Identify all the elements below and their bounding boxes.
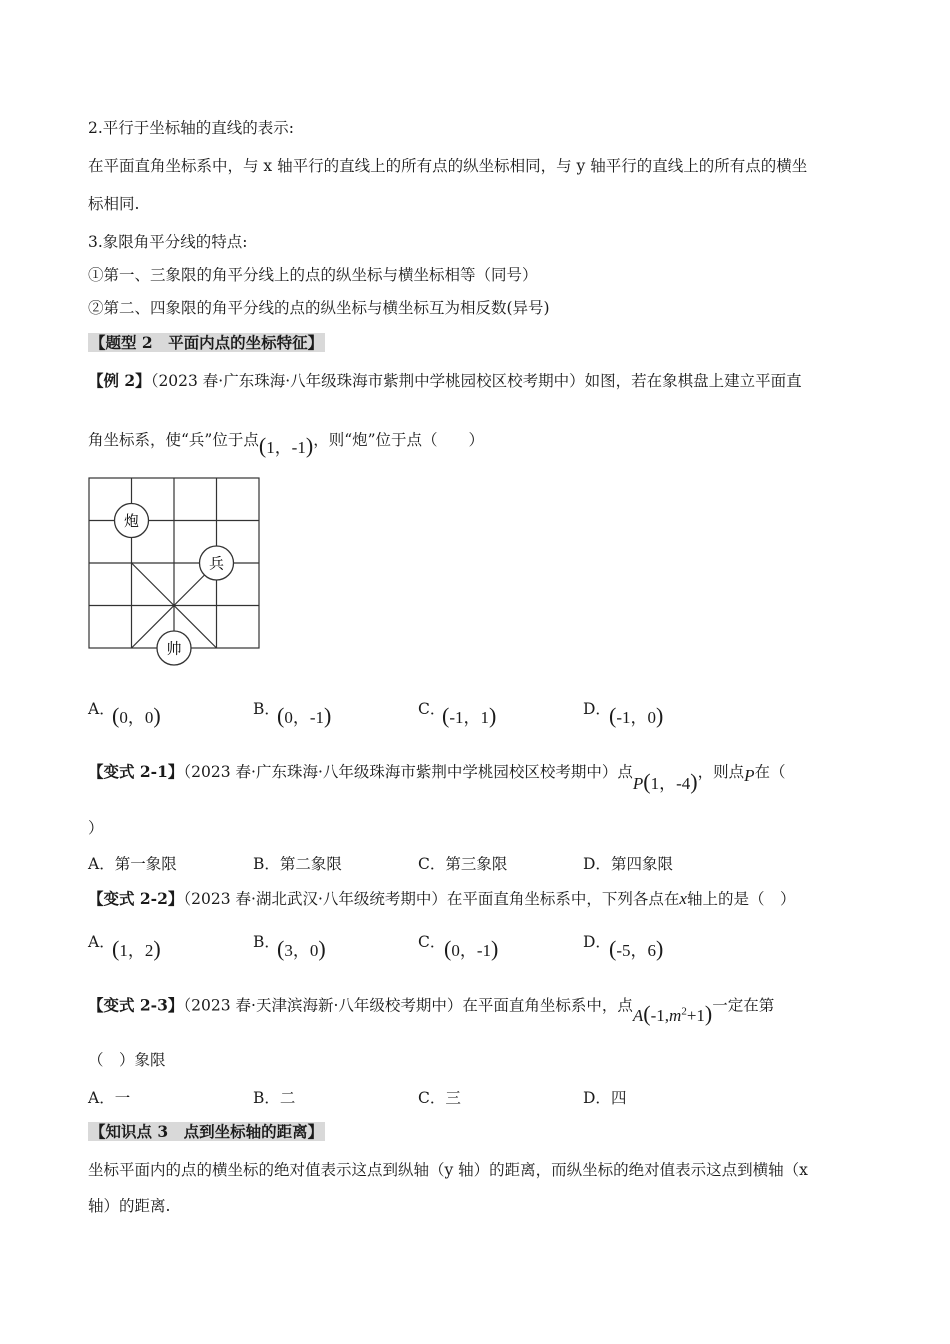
v23-option-a — [88, 1086, 130, 1108]
kp3-body-line2: 轴）的距离. — [88, 1197, 171, 1215]
example2-tag: 【例 2】 — [88, 371, 151, 390]
ex2-option-d-value: (-1，0) — [609, 703, 664, 728]
v22-option-c-value: (0，-1) — [444, 936, 499, 961]
kp2-body-line1: 在平面直角坐标系中，与 x 轴平行的直线上的所有点的纵坐标相同，与 y 轴平行的直线上的所有点的横坐 — [88, 157, 808, 175]
v23-option-a-label: A． — [88, 1089, 115, 1107]
kp3-header — [88, 1121, 325, 1143]
v22-option-a-text: 1，2 — [119, 941, 154, 960]
example2-text1: （2023 春·广东珠海·八年级珠海市紫荆中学桃园校区校考期中）如图，若在象棋盘上建立平面直 — [150, 372, 802, 390]
variant23-coord-post: +1 — [686, 1005, 705, 1025]
v21-option-a-label: A． — [88, 855, 115, 873]
v21-option-b-label: B． — [253, 855, 280, 873]
variant23-text2: 一定在第 — [712, 996, 775, 1015]
v23-option-d — [583, 1086, 626, 1108]
variant21-point-name: P — [632, 774, 644, 793]
variant21-point: P(1，-4) — [632, 769, 698, 794]
variant22-text1: （2023 春·湖北武汉·八年级统考期中）在平面直角坐标系中，下列各点在 — [183, 890, 680, 908]
ex2-option-a-text: 0，0 — [119, 708, 154, 727]
topic2-header — [88, 332, 325, 354]
variant23-tag: 【变式 2-3】 — [88, 995, 184, 1015]
variant21-text3: 在（ — [754, 763, 786, 781]
v22-option-c-label: C． — [418, 933, 446, 951]
chess-board-figure — [88, 477, 268, 667]
v21-option-d-label: D． — [583, 855, 611, 873]
v22-option-c-text: 0，-1 — [451, 941, 491, 960]
v21-option-a-text: 第一象限 — [114, 855, 177, 873]
ex2-option-b-text: 0，-1 — [284, 708, 324, 727]
v21-option-b — [253, 852, 342, 874]
variant23-point: $A(-1,m^2+1)$ — [632, 1000, 713, 1026]
example2-text2: 角坐标系，使“兵”位于点 — [88, 431, 259, 449]
v22-option-d-text: -5，6 — [616, 941, 656, 960]
piece-bing — [200, 546, 234, 580]
variant21-line2: ） — [88, 819, 104, 837]
kp2-body-line2: 标相同. — [88, 195, 140, 213]
v22-option-a-label: A． — [88, 933, 115, 951]
example2-text3: ，则“炮”位于点（ ） — [313, 431, 485, 449]
variant22-tag: 【变式 2-2】 — [88, 889, 184, 908]
example2-line2 — [88, 427, 485, 458]
kp3-item1: ①第一、三象限的角平分线上的点的纵坐标与横坐标相等（同号） — [88, 266, 538, 284]
v21-option-c — [418, 852, 507, 874]
variant22-line1 — [88, 888, 795, 910]
v23-option-d-label: D． — [583, 1089, 611, 1107]
ex2-option-c-label: C． — [418, 700, 446, 718]
v23-option-b-text: 二 — [279, 1089, 296, 1107]
variant21-text2: ，则点 — [697, 763, 745, 781]
kp3-body-line1: 坐标平面内的点的横坐标的绝对值表示这点到纵轴（y 轴）的距离，而纵坐标的绝对值表示这点到横轴（x — [88, 1161, 808, 1179]
v21-option-d-text: 第四象限 — [610, 855, 673, 873]
variant23-exp: 2 — [681, 1005, 687, 1017]
kp3-item2: ②第二、四象限的角平分线的点的纵坐标与横坐标互为相反数(异号) — [88, 299, 550, 317]
variant23-line1 — [88, 990, 775, 1026]
example2-point-value: 1，-1 — [266, 438, 306, 457]
ex2-option-d-label: D． — [583, 700, 611, 718]
piece-shuai-label: 帅 — [166, 639, 182, 658]
v23-option-d-text: 四 — [610, 1089, 627, 1107]
v21-option-a — [88, 852, 177, 874]
v22-option-d-value: (-5，6) — [609, 936, 664, 961]
variant21-point-value: 1，-4 — [650, 774, 691, 793]
kp3-title: 3.象限角平分线的特点: — [88, 233, 248, 251]
piece-shuai — [157, 631, 191, 665]
variant21-text1: （2023 春·广东珠海·八年级珠海市紫荆中学桃园校区校考期中）点 — [183, 763, 633, 781]
v23-option-c-text: 三 — [445, 1089, 461, 1107]
variant21-line1 — [88, 759, 786, 794]
variant23-text1: （2023 春·天津滨海新·八年级校考期中）在平面直角坐标系中，点 — [183, 996, 633, 1015]
variant23-coord-pre: -1, — [650, 1005, 670, 1025]
ex2-option-a-value: (0，0) — [112, 703, 161, 728]
example2-point: (1，-1) — [258, 433, 314, 458]
ex2-option-c-value: (-1，1) — [442, 703, 497, 728]
kp3-header-text: 【知识点 3 点到坐标轴的距离】 — [90, 1122, 324, 1141]
example2-line1 — [88, 370, 802, 392]
kp2-title: 2.平行于坐标轴的直线的表示: — [88, 119, 295, 137]
piece-pao — [115, 504, 149, 538]
v21-option-c-text: 第三象限 — [445, 855, 508, 873]
variant23-line2: （ ）象限 — [88, 1051, 166, 1069]
variant22-text2: 轴上的是（ ） — [686, 890, 796, 908]
v22-option-d-label: D． — [583, 933, 611, 951]
ex2-option-d-text: -1，0 — [616, 708, 656, 727]
v22-option-b-value: (3，0) — [277, 936, 326, 961]
v23-option-b-label: B． — [253, 1089, 280, 1107]
variant23-m: m — [669, 1005, 682, 1025]
variant21-tag: 【变式 2-1】 — [88, 762, 184, 781]
v23-option-b — [253, 1086, 295, 1108]
topic2-header-text: 【题型 2 平面内点的坐标特征】 — [90, 333, 324, 352]
ex2-option-c-text: -1，1 — [449, 708, 489, 727]
variant22-var: x — [679, 889, 687, 908]
variant21-point-name2: P — [744, 766, 755, 785]
v22-option-a-value: (1，2) — [112, 936, 161, 961]
ex2-option-b-label: B． — [253, 700, 280, 718]
v23-option-c-label: C． — [418, 1089, 446, 1107]
v23-option-a-text: 一 — [114, 1089, 131, 1107]
piece-pao-label: 炮 — [123, 512, 140, 530]
piece-bing-label: 兵 — [208, 554, 225, 573]
ex2-option-a-label: A． — [88, 700, 115, 718]
v21-option-c-label: C． — [418, 855, 446, 873]
v21-option-b-text: 第二象限 — [279, 855, 342, 873]
v22-option-b-text: 3，0 — [284, 941, 319, 960]
v23-option-c — [418, 1086, 461, 1108]
v22-option-b-label: B． — [253, 933, 280, 951]
variant23-point-name: A — [632, 1005, 644, 1025]
ex2-option-b-value: (0，-1) — [277, 703, 332, 728]
v21-option-d — [583, 852, 673, 874]
